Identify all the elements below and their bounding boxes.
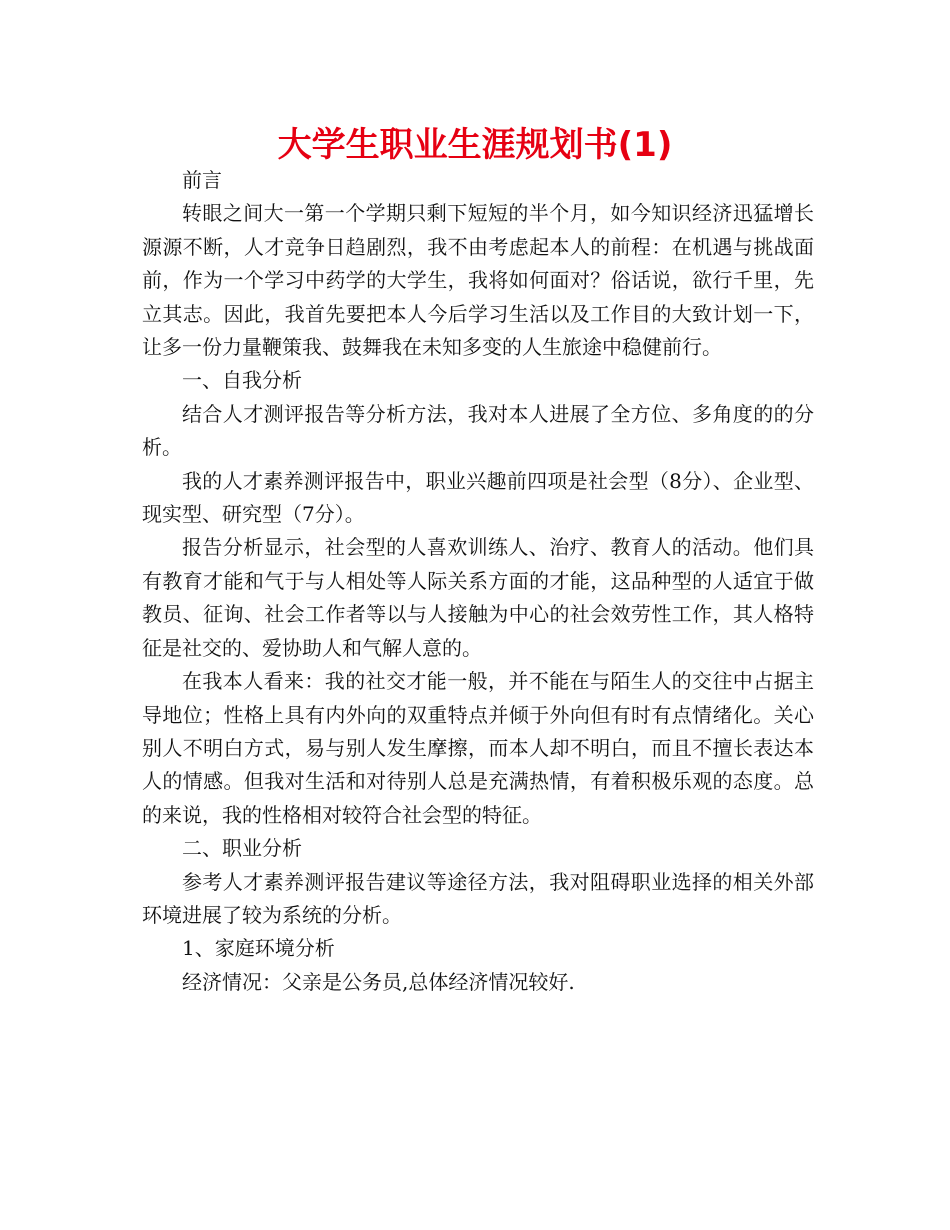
paragraph-self-analysis-intro: 结合人才测评报告等分析方法，我对本人进展了全方位、多角度的的分析。	[142, 401, 814, 460]
paragraph-report-analysis: 报告分析显示，社会型的人喜欢训练人、治疗、教育人的活动。他们具有教育才能和气于与人相处等人际关系方面的才能，这品种型的人适宜于做教员、征询、社会工作者等以与人接触为中心的社会效劳性工作，其人格特征是社交的、爱协助人和气解人意的。	[142, 535, 814, 660]
section-heading-career-analysis: 二、职业分析	[182, 836, 302, 861]
paragraph-self-view: 在我本人看来：我的社交才能一般，并不能在与陌生人的交往中占据主导地位；性格上具有内外向的双重特点并倾于外向但有时有点情绪化。关心别人不明白方式，易与别人发生摩擦，而本人却不明白，而且不擅长表达本人的情感。但我对生活和对待别人总是充满热情，有着积极乐观的态度。总的来说，我的性格相对较符合社会型的特征。	[142, 669, 814, 827]
subsection-heading-family: 1、家庭环境分析	[182, 936, 335, 961]
paragraph-assessment-result: 我的人才素养测评报告中，职业兴趣前四项是社会型（8分）、企业型、现实型、研究型（7分）。	[142, 468, 814, 527]
paragraph-preface-heading: 前言	[182, 168, 222, 192]
paragraph-preface: 转眼之间大一第一个学期只剩下短短的半个月，如今知识经济迅猛增长源源不断，人才竞争日趋剧烈，我不由考虑起本人的前程：在机遇与挑战面前，作为一个学习中药学的大学生，我将如何面对？俗话说，欲行千里，先立其志。因此，我首先要把本人今后学习生活以及工作目的大致计划一下，让多一份力量鞭策我、鼓舞我在未知多变的人生旅途中稳健前行。	[142, 201, 814, 360]
document-title: 大学生职业生涯规划书(1)	[277, 125, 673, 165]
paragraph-career-analysis-intro: 参考人才素养测评报告建议等途径方法，我对阻碍职业选择的相关外部环境进展了较为系统的分析。	[142, 869, 814, 927]
section-heading-self-analysis: 一、自我分析	[182, 368, 302, 393]
paragraph-family-economy: 经济情况：父亲是公务员,总体经济情况较好.	[182, 969, 575, 994]
document-body	[142, 164, 814, 999]
